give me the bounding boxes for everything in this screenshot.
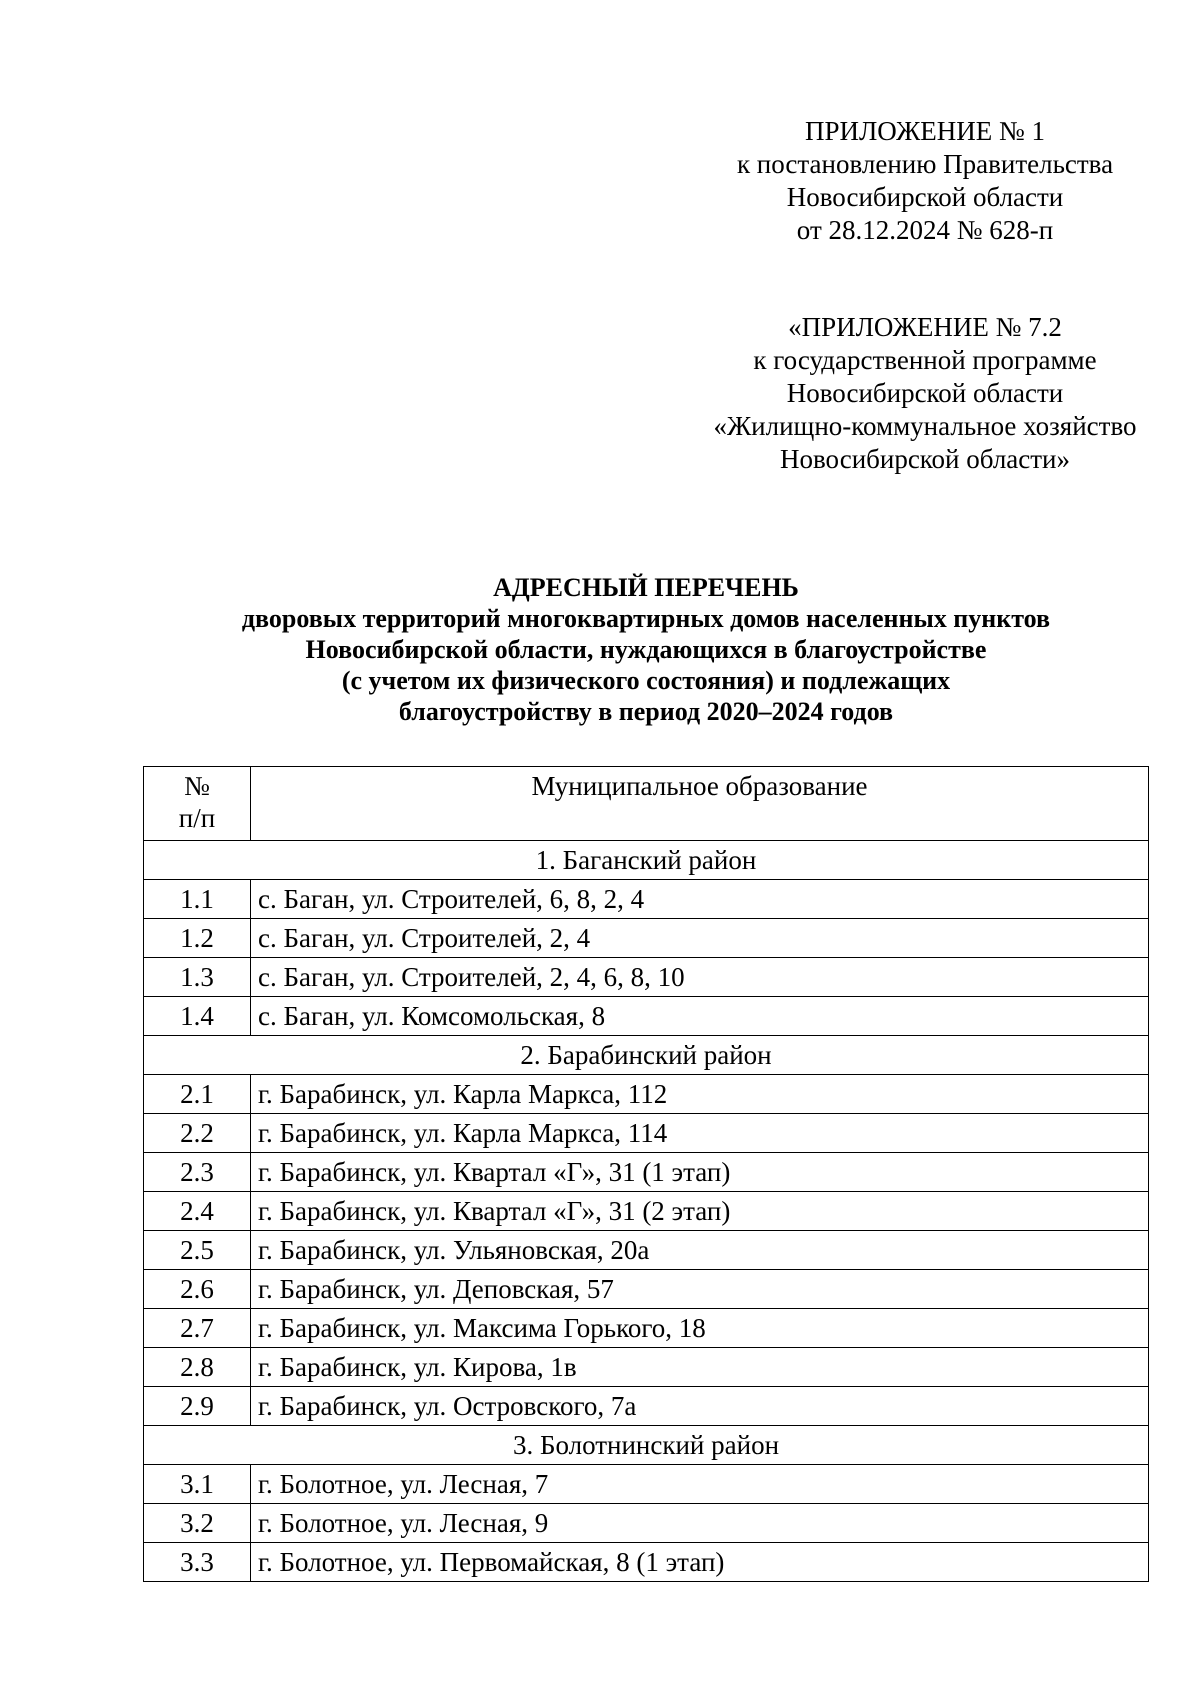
annex-1-line-1: ПРИЛОЖЕНИЕ № 1	[804, 116, 1046, 146]
header-number-line-2: п/п	[178, 803, 216, 833]
table-row	[144, 1465, 1149, 1504]
title-line-1: АДРЕСНЫЙ ПЕРЕЧЕНЬ	[493, 573, 799, 602]
row-address: г. Болотное, ул. Лесная, 9	[251, 1504, 1149, 1543]
table-row	[144, 1075, 1149, 1114]
row-address: г. Барабинск, ул. Островского, 7а	[251, 1387, 1149, 1426]
row-address: г. Барабинск, ул. Квартал «Г», 31 (1 этап)	[251, 1153, 1149, 1192]
row-number: 1.2	[144, 919, 251, 958]
annex-2-line-3: Новосибирской области	[786, 378, 1064, 408]
table-row	[144, 1504, 1149, 1543]
row-number: 1.4	[144, 997, 251, 1036]
row-address: с. Баган, ул. Строителей, 2, 4, 6, 8, 10	[251, 958, 1149, 997]
row-number: 3.2	[144, 1504, 251, 1543]
table-row	[144, 1192, 1149, 1231]
title-line-2: дворовых территорий многоквартирных домов населенных пунктов	[241, 604, 1051, 633]
annex-1-line-2: к постановлению Правительства	[736, 149, 1114, 179]
group-row	[144, 1426, 1149, 1465]
table-row	[144, 1270, 1149, 1309]
row-address: с. Баган, ул. Строителей, 2, 4	[251, 919, 1149, 958]
title-line-5: благоустройству в период 2020–2024 годов	[398, 697, 894, 726]
row-number: 2.7	[144, 1309, 251, 1348]
row-number: 2.4	[144, 1192, 251, 1231]
row-number: 3.3	[144, 1543, 251, 1582]
annex-2-line-5: Новосибирской области»	[779, 444, 1071, 474]
title-line-4: (с учетом их физического состояния) и подлежащих	[341, 666, 951, 695]
address-table	[143, 766, 1149, 1582]
row-number: 2.3	[144, 1153, 251, 1192]
district-title: 1. Баганский район	[144, 841, 1149, 880]
table-row	[144, 1309, 1149, 1348]
table-body	[144, 841, 1149, 1582]
table-row	[144, 1387, 1149, 1426]
row-number: 2.2	[144, 1114, 251, 1153]
row-number: 2.9	[144, 1387, 251, 1426]
annex-1-line-3: Новосибирской области	[786, 182, 1064, 212]
title-line-3: Новосибирской области, нуждающихся в благоустройстве	[305, 635, 987, 664]
annex-2-header	[690, 311, 1160, 476]
group-row	[144, 841, 1149, 880]
group-row	[144, 1036, 1149, 1075]
header-number-line-1: №	[184, 771, 210, 801]
row-address: г. Барабинск, ул. Кирова, 1в	[251, 1348, 1149, 1387]
row-number: 3.1	[144, 1465, 251, 1504]
table-row	[144, 997, 1149, 1036]
table-row	[144, 1231, 1149, 1270]
row-number: 2.8	[144, 1348, 251, 1387]
table-row	[144, 1114, 1149, 1153]
annex-1-header	[690, 115, 1160, 247]
row-number: 1.3	[144, 958, 251, 997]
table-row	[144, 1543, 1149, 1582]
table-row	[144, 919, 1149, 958]
table-row	[144, 1153, 1149, 1192]
row-address: г. Барабинск, ул. Карла Маркса, 114	[251, 1114, 1149, 1153]
annex-1-line-4: от 28.12.2024 № 628-п	[796, 215, 1054, 245]
annex-2-line-4: «Жилищно-коммунальное хозяйство	[713, 411, 1137, 441]
row-address: с. Баган, ул. Комсомольская, 8	[251, 997, 1149, 1036]
annex-2-line-1: «ПРИЛОЖЕНИЕ № 7.2	[788, 312, 1062, 342]
row-address: г. Барабинск, ул. Квартал «Г», 31 (2 этап)	[251, 1192, 1149, 1231]
table-row	[144, 880, 1149, 919]
row-address: г. Болотное, ул. Первомайская, 8 (1 этап)	[251, 1543, 1149, 1582]
document-title	[143, 572, 1149, 727]
header-number	[144, 767, 251, 841]
table-header-row	[144, 767, 1149, 841]
table-row	[144, 1348, 1149, 1387]
district-title: 2. Барабинский район	[144, 1036, 1149, 1075]
row-address: г. Барабинск, ул. Карла Маркса, 112	[251, 1075, 1149, 1114]
row-number: 2.6	[144, 1270, 251, 1309]
row-address: г. Барабинск, ул. Максима Горького, 18	[251, 1309, 1149, 1348]
row-number: 2.5	[144, 1231, 251, 1270]
row-number: 2.1	[144, 1075, 251, 1114]
row-address: с. Баган, ул. Строителей, 6, 8, 2, 4	[251, 880, 1149, 919]
header-municipality: Муниципальное образование	[251, 767, 1149, 841]
row-address: г. Барабинск, ул. Деповская, 57	[251, 1270, 1149, 1309]
annex-2-line-2: к государственной программе	[753, 345, 1097, 375]
row-address: г. Барабинск, ул. Ульяновская, 20а	[251, 1231, 1149, 1270]
table-row	[144, 958, 1149, 997]
row-address: г. Болотное, ул. Лесная, 7	[251, 1465, 1149, 1504]
district-title: 3. Болотнинский район	[144, 1426, 1149, 1465]
row-number: 1.1	[144, 880, 251, 919]
